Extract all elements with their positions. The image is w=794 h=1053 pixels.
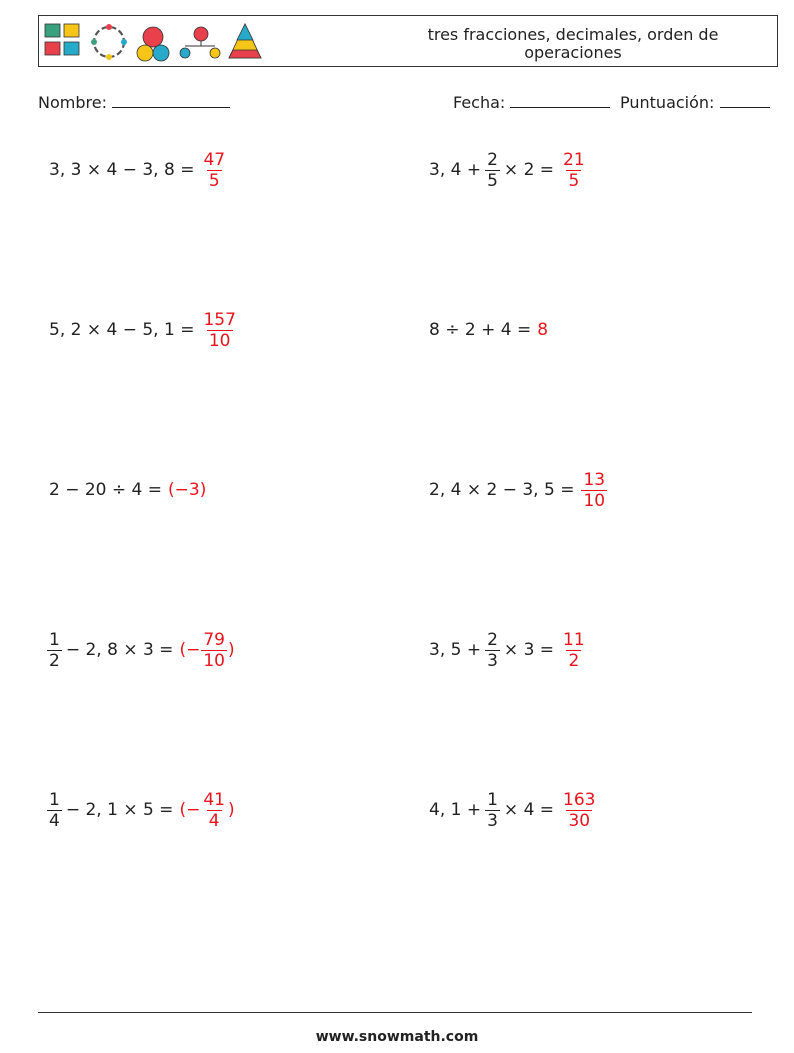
expression-text: 3, 5 + bbox=[429, 640, 482, 660]
problem-1 bbox=[46, 148, 228, 192]
footer-url: www.snowmath.com bbox=[315, 1029, 479, 1045]
expression-fraction-denominator: 4 bbox=[49, 810, 60, 831]
problem-10 bbox=[426, 788, 599, 832]
expression-text: 2, 4 × 2 − 3, 5 = bbox=[429, 480, 575, 500]
expression-fraction-numerator: 1 bbox=[487, 789, 498, 810]
expression-fraction-denominator: 5 bbox=[487, 170, 498, 191]
expression-text: 5, 2 × 4 − 5, 1 = bbox=[49, 320, 195, 340]
expression-fraction-denominator: 3 bbox=[487, 650, 498, 671]
answer-fraction-denominator: 10 bbox=[583, 490, 606, 511]
answer-fraction-denominator: 5 bbox=[208, 170, 220, 191]
answer bbox=[560, 630, 588, 671]
answer-fraction bbox=[201, 630, 227, 671]
expression-fraction-denominator: 3 bbox=[487, 810, 498, 831]
date-field bbox=[453, 93, 610, 112]
worksheet-header bbox=[38, 15, 778, 67]
expression-text: − 2, 1 × 5 = bbox=[65, 800, 174, 820]
problem-7 bbox=[46, 628, 235, 672]
expression-fraction bbox=[47, 630, 62, 671]
answer-fraction bbox=[201, 150, 227, 191]
expression-fraction-numerator: 1 bbox=[49, 789, 60, 810]
answer-fraction bbox=[561, 150, 587, 191]
problem-9 bbox=[46, 788, 235, 832]
answer-close-paren: ) bbox=[227, 640, 235, 660]
problem-8 bbox=[426, 628, 588, 672]
answer-fraction-denominator: 10 bbox=[203, 650, 225, 671]
date-label: Fecha: bbox=[453, 93, 506, 112]
answer bbox=[200, 150, 228, 191]
answer-fraction-numerator: 11 bbox=[563, 629, 585, 650]
answer-close-paren: ) bbox=[227, 800, 235, 820]
expression-fraction bbox=[485, 790, 500, 831]
expression-text: 4, 1 + bbox=[429, 800, 482, 820]
expression-fraction bbox=[485, 150, 500, 191]
problem-5 bbox=[46, 468, 206, 512]
answer-open-paren: (− bbox=[179, 800, 201, 820]
answer-value: (−3) bbox=[168, 480, 207, 500]
date-blank[interactable] bbox=[510, 93, 610, 108]
answer bbox=[179, 630, 234, 671]
expression-fraction-numerator: 2 bbox=[487, 149, 498, 170]
problem-3 bbox=[46, 308, 239, 352]
answer-fraction-numerator: 163 bbox=[563, 789, 596, 810]
answer-fraction-denominator: 30 bbox=[568, 810, 591, 831]
answer-fraction bbox=[561, 630, 587, 671]
answer-fraction-numerator: 41 bbox=[203, 789, 225, 810]
answer bbox=[560, 150, 588, 191]
expression-text: − 2, 8 × 3 = bbox=[65, 640, 174, 660]
answer bbox=[560, 790, 598, 831]
answer-fraction bbox=[561, 790, 597, 831]
answer bbox=[580, 470, 608, 511]
expression-text: 3, 4 + bbox=[429, 160, 482, 180]
answer-fraction-denominator: 10 bbox=[208, 330, 231, 351]
worksheet-title: tres fracciones, decimales, orden de operaciones bbox=[427, 25, 719, 62]
answer-fraction-numerator: 47 bbox=[203, 149, 226, 170]
expression-text: 2 − 20 ÷ 4 = bbox=[49, 480, 163, 500]
problem-4 bbox=[426, 308, 548, 352]
answer-fraction-numerator: 157 bbox=[203, 309, 236, 330]
answer bbox=[179, 790, 234, 831]
score-field bbox=[620, 93, 770, 112]
expression-fraction bbox=[485, 630, 500, 671]
answer-fraction-numerator: 13 bbox=[583, 469, 606, 490]
footer-divider bbox=[38, 1012, 752, 1013]
answer bbox=[168, 480, 206, 500]
answer-fraction bbox=[581, 470, 607, 511]
answer-fraction bbox=[201, 790, 227, 831]
answer-open-paren: (− bbox=[179, 640, 201, 660]
answer-fraction-numerator: 79 bbox=[203, 629, 225, 650]
score-label: Puntuación: bbox=[620, 93, 715, 112]
expression-text: × 4 = bbox=[503, 800, 555, 820]
answer-fraction bbox=[201, 310, 237, 351]
name-blank[interactable] bbox=[112, 93, 230, 108]
score-blank[interactable] bbox=[720, 93, 770, 108]
problem-2 bbox=[426, 148, 588, 192]
answer-fraction-denominator: 4 bbox=[208, 810, 220, 831]
answer bbox=[537, 320, 548, 340]
answer-fraction-denominator: 5 bbox=[568, 170, 580, 191]
expression-text: 3, 3 × 4 − 3, 8 = bbox=[49, 160, 195, 180]
name-field bbox=[38, 93, 230, 112]
answer bbox=[200, 310, 238, 351]
answer-value: 8 bbox=[537, 320, 549, 340]
expression-text: 8 ÷ 2 + 4 = bbox=[429, 320, 532, 340]
expression-fraction-numerator: 2 bbox=[487, 629, 498, 650]
expression-fraction bbox=[47, 790, 62, 831]
expression-text: × 3 = bbox=[503, 640, 555, 660]
expression-fraction-numerator: 1 bbox=[49, 629, 60, 650]
expression-fraction-denominator: 2 bbox=[49, 650, 60, 671]
name-label: Nombre: bbox=[38, 93, 107, 112]
problem-6 bbox=[426, 468, 608, 512]
answer-fraction-numerator: 21 bbox=[563, 149, 585, 170]
answer-fraction-denominator: 2 bbox=[568, 650, 580, 671]
math-logos-icon bbox=[43, 20, 273, 64]
expression-text: × 2 = bbox=[503, 160, 555, 180]
